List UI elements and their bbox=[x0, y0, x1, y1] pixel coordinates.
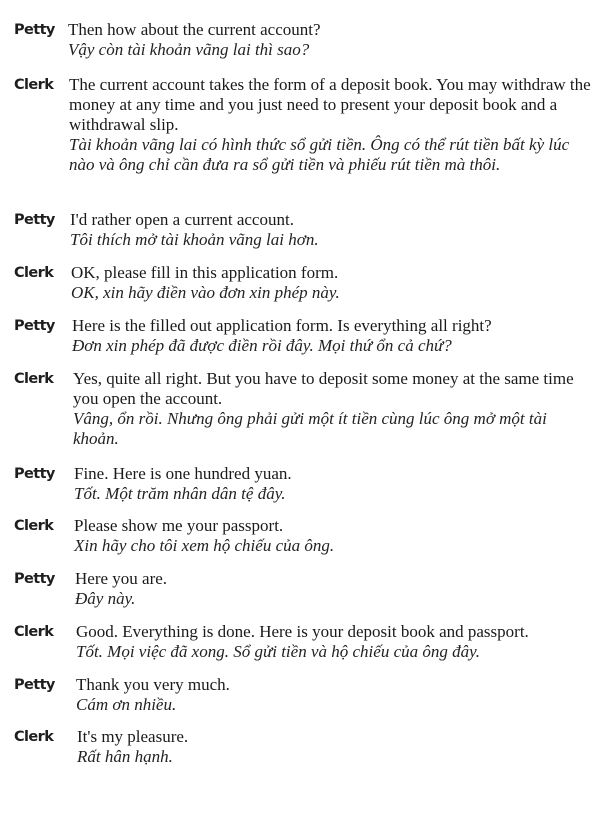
speaker-name: Petty bbox=[14, 571, 55, 587]
english-line: It's my pleasure. bbox=[77, 727, 189, 746]
dialogue-text bbox=[72, 316, 592, 356]
speaker-name: Petty bbox=[14, 22, 55, 38]
vietnamese-line: Đây này. bbox=[75, 589, 136, 608]
dialogue-text bbox=[77, 727, 592, 767]
vietnamese-line: Xin hãy cho tôi xem hộ chiếu của ông. bbox=[74, 536, 335, 555]
english-line: Fine. Here is one hundred yuan. bbox=[74, 464, 292, 483]
vietnamese-line: Tốt. Mọi việc đã xong. Sổ gửi tiền và hộ chiếu của ông đây. bbox=[76, 642, 480, 661]
dialogue-text bbox=[76, 675, 592, 715]
english-line: Thank you very much. bbox=[76, 675, 230, 694]
vietnamese-line: Tôi thích mở tài khoản vãng lai hơn. bbox=[70, 230, 319, 249]
speaker-name: Petty bbox=[14, 212, 55, 228]
dialogue-text bbox=[71, 263, 592, 303]
dialogue-text bbox=[74, 464, 592, 504]
vietnamese-line: Tài khoản vãng lai có hình thức sổ gửi tiền. Ông có thể rút tiền bất kỳ lúc nào và ông chỉ cần đưa ra sổ gửi tiền và phiếu rút tiền mà thôi. bbox=[69, 135, 570, 174]
vietnamese-line: Vâng, ổn rồi. Nhưng ông phải gửi một ít tiền cùng lúc ông mở một tài khoản. bbox=[73, 409, 547, 448]
speaker-name: Petty bbox=[14, 466, 55, 482]
dialogue-text bbox=[68, 20, 592, 60]
english-line: Yes, quite all right. But you have to deposit some money at the same time you open the account. bbox=[73, 369, 574, 408]
vietnamese-line: Cám ơn nhiều. bbox=[76, 695, 177, 714]
english-line: OK, please fill in this application form. bbox=[71, 263, 339, 282]
speaker-name: Clerk bbox=[14, 371, 54, 387]
speaker-name: Clerk bbox=[14, 265, 54, 281]
english-line: Here is the filled out application form. Is everything all right? bbox=[72, 316, 492, 335]
dialogue-text bbox=[75, 569, 592, 609]
english-line: Please show me your passport. bbox=[74, 516, 284, 535]
vietnamese-line: Đơn xin phép đã được điền rồi đây. Mọi thứ ổn cả chứ? bbox=[72, 336, 452, 355]
english-line: I'd rather open a current account. bbox=[70, 210, 294, 229]
vietnamese-line: Rất hân hạnh. bbox=[77, 747, 173, 766]
speaker-name: Clerk bbox=[14, 624, 54, 640]
dialogue-text bbox=[70, 210, 592, 250]
dialogue-text bbox=[74, 516, 592, 556]
dialogue-text bbox=[76, 622, 592, 662]
speaker-name: Petty bbox=[14, 318, 55, 334]
dialogue-text bbox=[69, 75, 592, 175]
english-line: Here you are. bbox=[75, 569, 168, 588]
vietnamese-line: Tốt. Một trăm nhân dân tệ đây. bbox=[74, 484, 286, 503]
english-line: The current account takes the form of a deposit book. You may withdraw the money at any time and you just need to present your deposit book and a withdrawal slip. bbox=[69, 75, 591, 134]
speaker-name: Clerk bbox=[14, 77, 54, 93]
speaker-name: Clerk bbox=[14, 518, 54, 534]
vietnamese-line: OK, xin hãy điền vào đơn xin phép này. bbox=[71, 283, 340, 302]
english-line: Then how about the current account? bbox=[68, 20, 321, 39]
speaker-name: Clerk bbox=[14, 729, 54, 745]
vietnamese-line: Vậy còn tài khoản vãng lai thì sao? bbox=[68, 40, 310, 59]
english-line: Good. Everything is done. Here is your deposit book and passport. bbox=[76, 622, 529, 641]
dialogue-text bbox=[73, 369, 592, 449]
speaker-name: Petty bbox=[14, 677, 55, 693]
